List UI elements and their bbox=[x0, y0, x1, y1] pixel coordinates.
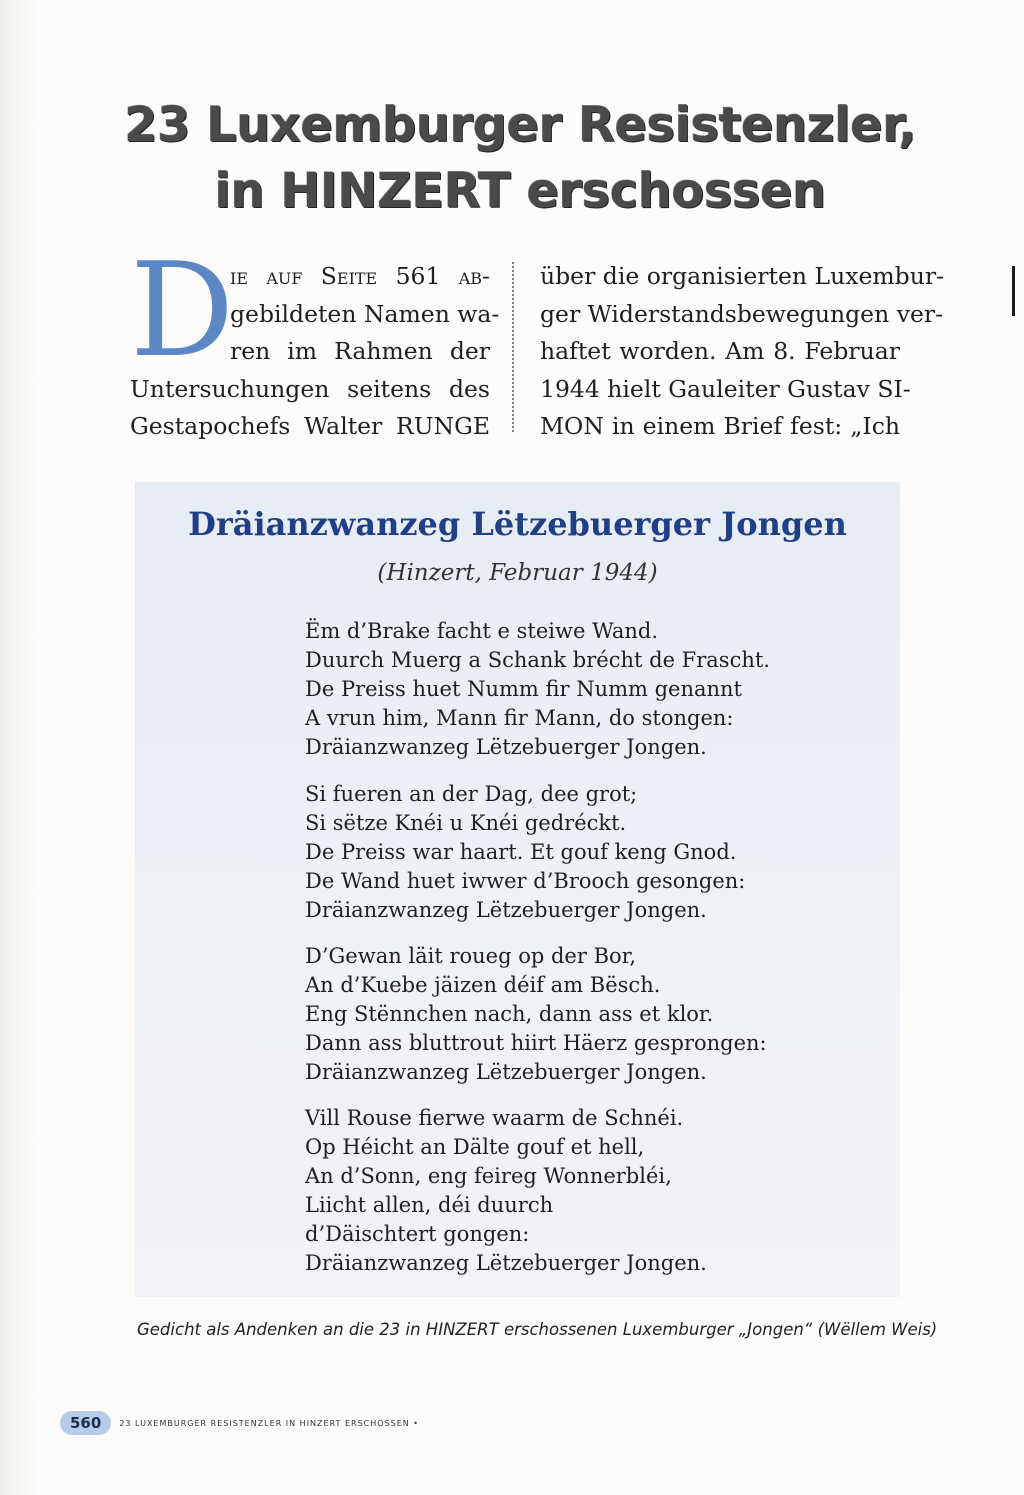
poem-line: Op Héicht an Dälte gouf et hell, bbox=[305, 1135, 645, 1159]
intro-line: ger Widerstandsbewegungen ver- bbox=[540, 299, 944, 328]
intro-line: MON in einem Brief fest: „Ich bbox=[540, 412, 900, 440]
poem-line: De Wand huet iwwer d’Brooch gesongen: bbox=[305, 869, 746, 893]
page-footer bbox=[60, 1406, 419, 1440]
intro-line: Untersuchungen seitens des bbox=[130, 374, 490, 403]
page-number: 560 bbox=[60, 1411, 111, 1435]
poem-title: Dräianzwanzeg Lëtzebuerger Jongen bbox=[188, 505, 847, 543]
poem-line: Eng Stënnchen nach, dann ass et klor. bbox=[305, 1002, 714, 1026]
poem-caption: Gedicht als Andenken an die 23 in HINZERT erschossenen Luxemburger „Jongen“ (Wëllem Weis) bbox=[137, 1320, 938, 1339]
poem-line: Ëm d’Brake facht e steiwe Wand. bbox=[305, 619, 659, 643]
intro-line: ren im Rahmen der bbox=[230, 337, 490, 365]
intro-line: Gestapochefs Walter RUNGE bbox=[130, 412, 490, 440]
poem-line: Vill Rouse fierwe waarm de Schnéi. bbox=[305, 1106, 684, 1130]
poem-line: Dräianzwanzeg Lëtzebuerger Jongen. bbox=[305, 898, 707, 922]
page-edge-shadow bbox=[0, 0, 38, 1495]
column-divider bbox=[512, 262, 514, 432]
title-line-2: in HINZERT erschossen bbox=[214, 163, 826, 219]
poem-line: De Preiss huet Numm fir Numm genannt bbox=[305, 677, 743, 701]
poem-line: Si fueren an der Dag, dee grot; bbox=[305, 782, 638, 806]
title-line-1: 23 Luxemburger Resistenzler, bbox=[124, 97, 916, 153]
intro-line: ie auf Seite 561 ab- bbox=[230, 262, 490, 290]
poem-stanza-4 bbox=[305, 1104, 865, 1278]
poem-line: Liicht allen, déi duurch bbox=[305, 1193, 554, 1217]
poem-line: D’Gewan läit roueg op der Bor, bbox=[305, 944, 637, 968]
intro-line: über die organisierten Luxembur- bbox=[540, 262, 945, 290]
poem-line: De Preiss war haart. Et gouf keng Gnod. bbox=[305, 840, 737, 864]
poem-stanza-2 bbox=[305, 780, 865, 925]
margin-mark bbox=[1012, 266, 1015, 316]
poem-stanza-3 bbox=[305, 942, 865, 1087]
intro-left-column bbox=[130, 258, 500, 446]
poem-stanza-1 bbox=[305, 617, 865, 762]
poem-line: An d’Kuebe jäizen déif am Bësch. bbox=[305, 973, 661, 997]
poem-line: d’Däischtert gongen: bbox=[305, 1222, 530, 1246]
intro-right-column bbox=[540, 258, 945, 446]
intro-line: haftet worden. Am 8. Februar bbox=[540, 337, 900, 365]
poem-line: Dräianzwanzeg Lëtzebuerger Jongen. bbox=[305, 1251, 707, 1275]
poem-line: Si sëtze Knéi u Knéi gedréckt. bbox=[305, 811, 627, 835]
drop-cap: D bbox=[130, 234, 235, 386]
poem-subtitle: (Hinzert, Februar 1944) bbox=[377, 560, 658, 586]
page-title bbox=[100, 92, 940, 224]
intro-line: gebildeten Namen wa- bbox=[230, 299, 500, 328]
running-head: 23 LUXEMBURGER RESISTENZLER IN HINZERT ERSCHOSSEN • bbox=[119, 1418, 420, 1428]
poem-line: Dräianzwanzeg Lëtzebuerger Jongen. bbox=[305, 1060, 707, 1084]
poem-line: A vrun him, Mann fir Mann, do stongen: bbox=[305, 706, 734, 730]
poem-line: Dräianzwanzeg Lëtzebuerger Jongen. bbox=[305, 735, 707, 759]
intro-line: 1944 hielt Gauleiter Gustav SI- bbox=[540, 374, 911, 403]
poem-line: An d’Sonn, eng feireg Wonnerbléi, bbox=[305, 1164, 672, 1188]
poem-line: Duurch Muerg a Schank brécht de Frascht. bbox=[305, 648, 770, 672]
poem-line: Dann ass bluttrout hiirt Häerz gesprongen: bbox=[305, 1031, 767, 1055]
